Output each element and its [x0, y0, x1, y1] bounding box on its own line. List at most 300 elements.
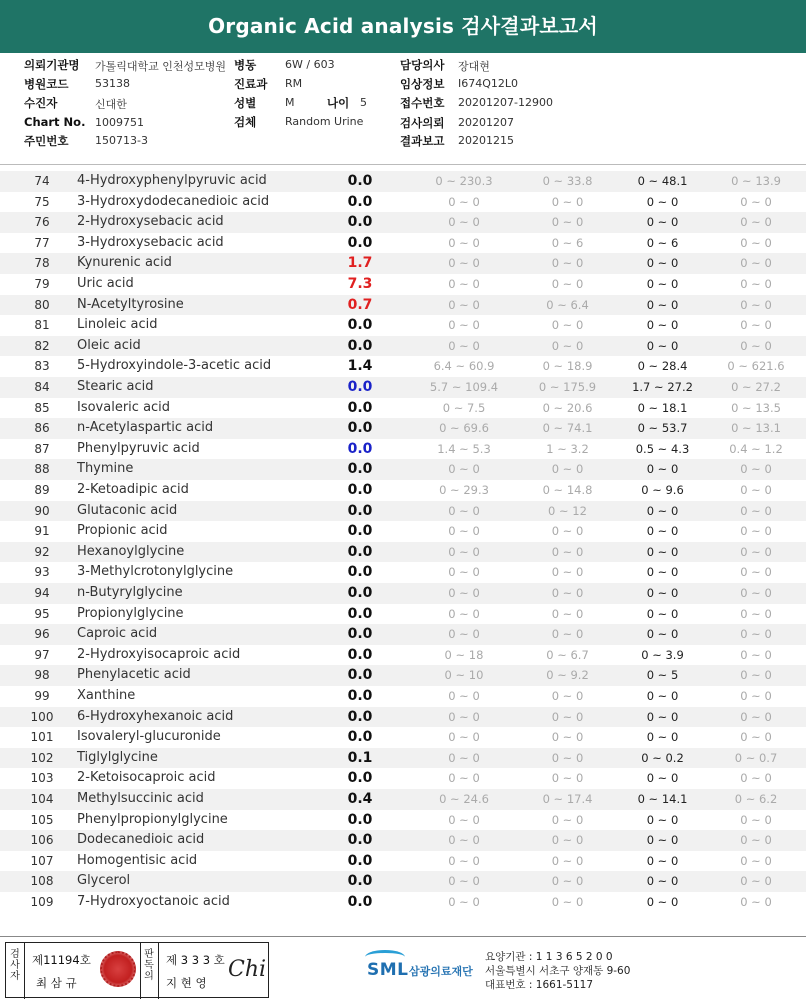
reference-range-4: 0 ~ 0 [740, 689, 772, 703]
reference-range-3: 0 ~ 3.9 [641, 647, 684, 662]
row-number: 108 [30, 874, 54, 889]
reference-range-4: 0 ~ 0 [740, 586, 772, 600]
sex-label: 성별 [234, 96, 257, 110]
reference-range-4: 0 ~ 13.5 [731, 400, 781, 415]
reference-range-3: 0 ~ 0 [646, 544, 679, 559]
result-value: 0.0 [347, 482, 373, 498]
table-row [0, 315, 806, 336]
reference-range-2: 0 ~ 0 [551, 194, 584, 209]
confirmer-label: 판독의 [144, 949, 154, 982]
reference-range-2: 0 ~ 0 [551, 689, 584, 703]
table-row [0, 356, 806, 377]
reference-range-4: 0 ~ 13.1 [731, 421, 781, 436]
result-value: 0.0 [347, 523, 373, 540]
analyte-name: Isovaleric acid [77, 399, 171, 415]
reference-range-2: 0 ~ 0 [551, 338, 584, 353]
row-number: 91 [34, 524, 50, 539]
reference-range-4: 0 ~ 0 [740, 524, 772, 539]
row-number: 103 [30, 771, 54, 786]
reference-range-4: 0 ~ 0 [740, 256, 772, 271]
analyte-name: Propionic acid [77, 523, 168, 539]
reference-range-4: 0 ~ 0 [740, 277, 772, 291]
report-title: Organic Acid analysis 검사결과보고서 [0, 0, 806, 53]
reference-range-3: 0 ~ 0 [646, 689, 679, 703]
result-value: 0.0 [347, 214, 373, 231]
result-value: 1.4 [347, 358, 373, 375]
patient-label: 수진자 [24, 96, 58, 110]
analyte-name: Isovaleryl-glucuronide [77, 729, 221, 745]
test-req-label: 검사의뢰 [400, 116, 445, 130]
report-value: 20201215 [458, 134, 514, 147]
result-value: 0.0 [347, 585, 373, 601]
reference-range-1: 0 ~ 0 [448, 565, 480, 580]
analyte-name: 3-Hydroxysebacic acid [77, 234, 224, 250]
test-req-value: 20201207 [458, 116, 514, 129]
specimen-label: 검체 [234, 115, 257, 129]
reference-range-3: 0 ~ 0 [646, 524, 679, 539]
reference-range-2: 0 ~ 6 [551, 235, 584, 250]
result-value: 0.0 [347, 688, 373, 704]
table-row [0, 295, 806, 316]
table-row [0, 274, 806, 295]
reference-range-1: 0 ~ 0 [448, 874, 480, 889]
reference-range-3: 0 ~ 0 [646, 730, 679, 745]
analyte-name: N-Acetyltyrosine [77, 296, 184, 312]
row-number: 99 [34, 689, 50, 703]
reference-range-4: 0 ~ 0 [740, 771, 772, 786]
row-number: 102 [30, 750, 54, 765]
table-row [0, 418, 806, 439]
reference-range-3: 0 ~ 0 [646, 194, 679, 209]
row-number: 88 [34, 462, 50, 477]
table-row [0, 542, 806, 563]
reference-range-4: 0 ~ 0 [740, 297, 772, 312]
reference-range-2: 0 ~ 0 [551, 586, 584, 600]
patient-info-section [0, 53, 806, 165]
row-number: 81 [34, 318, 50, 333]
reference-range-2: 0 ~ 17.4 [542, 792, 593, 806]
reference-range-2: 0 ~ 0 [551, 256, 584, 271]
result-value: 0.0 [347, 811, 373, 828]
analyte-name: Phenylpyruvic acid [77, 440, 200, 456]
row-number: 78 [34, 256, 50, 271]
table-row [0, 707, 806, 728]
reference-range-3: 0 ~ 0 [646, 318, 679, 333]
signature-mark: Chi [228, 957, 267, 982]
contact-info [485, 950, 630, 992]
reference-range-2: 0 ~ 0 [551, 833, 584, 848]
reference-range-1: 0 ~ 230.3 [435, 174, 493, 188]
dept-value: RM [285, 77, 303, 90]
row-number: 80 [34, 297, 50, 312]
reference-range-2: 0 ~ 6.4 [546, 297, 589, 312]
reference-range-3: 0 ~ 0 [646, 606, 679, 621]
result-value: 0.1 [347, 749, 373, 766]
reference-range-3: 0 ~ 0 [646, 565, 679, 580]
reference-range-1: 0 ~ 0 [448, 853, 480, 868]
reference-range-3: 0 ~ 0.2 [641, 750, 684, 765]
result-value: 0.0 [347, 420, 373, 437]
reference-range-4: 0 ~ 0 [740, 565, 772, 580]
analyte-name: Stearic acid [77, 379, 154, 394]
reference-range-3: 0 ~ 48.1 [637, 174, 688, 188]
reference-range-3: 0 ~ 9.6 [641, 483, 684, 497]
result-value: 0.4 [347, 791, 373, 807]
reference-range-4: 0 ~ 0 [740, 812, 772, 827]
result-value: 0.0 [347, 564, 373, 581]
reference-range-3: 0 ~ 0 [646, 256, 679, 271]
reference-range-3: 0 ~ 0 [646, 874, 679, 889]
reference-range-1: 6.4 ~ 60.9 [433, 359, 495, 374]
reference-range-2: 0 ~ 0 [551, 750, 584, 765]
table-row [0, 253, 806, 274]
table-row [0, 727, 806, 748]
reference-range-4: 0 ~ 0 [740, 874, 772, 889]
table-row [0, 459, 806, 480]
reference-range-1: 0 ~ 0 [448, 544, 480, 559]
reference-range-4: 0 ~ 27.2 [731, 380, 781, 394]
reference-range-2: 0 ~ 175.9 [538, 380, 597, 394]
reference-range-1: 0 ~ 0 [448, 586, 480, 600]
row-number: 107 [30, 853, 54, 868]
reference-range-2: 0 ~ 0 [551, 318, 584, 333]
reference-range-4: 0 ~ 0 [740, 483, 772, 497]
table-row [0, 871, 806, 892]
result-value: 0.0 [347, 379, 373, 395]
reference-range-1: 0 ~ 10 [444, 668, 484, 683]
result-value: 0.0 [347, 605, 373, 622]
hosp-code-label: 병원코드 [24, 77, 69, 91]
doctor-value: 장대현 [458, 60, 490, 73]
reference-range-4: 0 ~ 0 [740, 215, 772, 230]
sex-value: M [285, 96, 295, 109]
reference-range-2: 0 ~ 0 [551, 544, 584, 559]
reference-range-4: 0 ~ 13.9 [731, 174, 781, 188]
table-row [0, 501, 806, 522]
table-row [0, 562, 806, 583]
reference-range-3: 0 ~ 14.1 [637, 792, 688, 806]
reference-range-4: 0 ~ 0 [740, 833, 772, 848]
table-row [0, 892, 806, 913]
reference-range-2: 0 ~ 9.2 [546, 668, 589, 683]
table-row [0, 212, 806, 233]
table-row [0, 233, 806, 254]
row-number: 94 [34, 586, 50, 600]
resident-label: 주민번호 [24, 134, 69, 148]
reference-range-1: 0 ~ 0 [448, 812, 480, 827]
table-row [0, 398, 806, 419]
analyte-name: Propionylglycine [77, 605, 184, 621]
analyte-name: Thymine [77, 461, 134, 477]
reference-range-3: 0 ~ 0 [646, 627, 679, 642]
result-value: 0.0 [347, 440, 373, 457]
reference-range-1: 0 ~ 0 [448, 277, 480, 291]
reference-range-2: 0 ~ 0 [551, 627, 584, 642]
reference-range-2: 0 ~ 33.8 [542, 174, 593, 188]
reference-range-2: 0 ~ 0 [551, 874, 584, 889]
row-number: 75 [34, 194, 50, 209]
analyte-name: Hexanoylglycine [77, 543, 185, 559]
result-value: 7.3 [347, 276, 373, 292]
reference-range-3: 0 ~ 0 [646, 833, 679, 848]
analyte-name: 2-Hydroxysebacic acid [77, 214, 224, 230]
reference-range-2: 0 ~ 0 [551, 277, 584, 291]
table-row [0, 604, 806, 625]
reference-range-1: 5.7 ~ 109.4 [429, 380, 499, 394]
result-value: 0.0 [347, 461, 373, 478]
reference-range-4: 0 ~ 0 [740, 503, 772, 518]
table-row [0, 645, 806, 666]
table-row [0, 521, 806, 542]
analyte-name: Xanthine [77, 688, 136, 703]
reference-range-1: 0 ~ 7.5 [442, 400, 486, 415]
table-row [0, 192, 806, 213]
table-row [0, 624, 806, 645]
analyte-name: Caproic acid [77, 626, 158, 642]
reference-range-1: 0 ~ 0 [448, 462, 480, 477]
reference-range-1: 0 ~ 0 [448, 297, 480, 312]
result-value: 0.0 [347, 543, 373, 560]
reference-range-3: 0 ~ 0 [646, 812, 679, 827]
reference-range-2: 0 ~ 0 [551, 606, 584, 621]
reference-range-3: 0 ~ 0 [646, 586, 679, 600]
table-row [0, 336, 806, 357]
result-value: 0.0 [347, 626, 373, 643]
result-value: 0.0 [347, 667, 373, 684]
analyte-name: Methylsuccinic acid [77, 791, 204, 806]
reference-range-1: 0 ~ 0 [448, 256, 480, 271]
reference-range-1: 0 ~ 0 [448, 771, 480, 786]
reference-range-4: 0 ~ 0 [740, 647, 772, 662]
footer-divider [0, 936, 806, 937]
reference-range-3: 0 ~ 0 [646, 503, 679, 518]
contact-line-3: 대표번호 : 1661-5117 [485, 979, 594, 991]
examiner-seal-icon [100, 951, 136, 987]
row-number: 74 [34, 174, 50, 188]
reference-range-2: 0 ~ 0 [551, 853, 584, 868]
age-label: 나이 [327, 96, 350, 110]
reference-range-2: 0 ~ 0 [551, 709, 584, 724]
reference-range-4: 0 ~ 0 [740, 194, 772, 209]
reference-range-3: 0 ~ 0 [646, 277, 679, 291]
reference-range-1: 0 ~ 24.6 [439, 792, 489, 806]
reference-range-2: 0 ~ 0 [551, 215, 584, 230]
table-row [0, 583, 806, 604]
reference-range-4: 0 ~ 0 [740, 730, 772, 745]
row-number: 98 [34, 668, 50, 683]
analyte-name: Kynurenic acid [77, 255, 172, 271]
signature-box [5, 942, 269, 998]
table-row [0, 851, 806, 872]
hosp-code-value: 53138 [95, 77, 130, 90]
result-value: 0.0 [347, 852, 373, 869]
reference-range-2: 0 ~ 0 [551, 524, 584, 539]
result-value: 0.0 [347, 317, 373, 334]
table-row [0, 830, 806, 851]
table-row [0, 439, 806, 460]
reference-range-4: 0 ~ 6.2 [734, 792, 778, 806]
analyte-name: 2-Ketoadipic acid [77, 482, 189, 497]
reference-range-2: 0 ~ 0 [551, 895, 584, 909]
analyte-name: Oleic acid [77, 337, 141, 353]
reference-range-2: 0 ~ 0 [551, 462, 584, 477]
analyte-name: Glutaconic acid [77, 502, 178, 518]
row-number: 85 [34, 400, 50, 415]
analyte-name: 4-Hydroxyphenylpyruvic acid [77, 173, 267, 188]
reference-range-4: 0 ~ 0 [740, 709, 772, 724]
examiner-number: 제11194호 [32, 953, 91, 967]
reference-range-1: 0 ~ 0 [448, 606, 480, 621]
reference-range-3: 1.7 ~ 27.2 [632, 380, 693, 394]
reference-range-1: 0 ~ 0 [448, 895, 480, 909]
table-row [0, 748, 806, 769]
patient-value: 신대한 [95, 98, 127, 111]
reference-range-3: 0 ~ 5 [646, 668, 679, 683]
table-row [0, 768, 806, 789]
contact-line-2: 서울특별시 서초구 양재동 9-60 [485, 965, 631, 977]
reference-range-4: 0 ~ 0.7 [734, 750, 778, 765]
receipt-value: 20201207-12900 [458, 96, 553, 109]
ward-label: 병동 [234, 58, 257, 72]
analyte-name: 3-Methylcrotonylglycine [77, 564, 234, 580]
reference-range-3: 0 ~ 18.1 [637, 400, 688, 415]
analyte-name: n-Butyrylglycine [77, 585, 183, 600]
reference-range-2: 0 ~ 0 [551, 730, 584, 745]
row-number: 96 [34, 627, 50, 642]
reference-range-1: 0 ~ 0 [448, 503, 480, 518]
row-number: 89 [34, 483, 50, 497]
reference-range-4: 0 ~ 0 [740, 338, 772, 353]
confirmer-name: 지 현 영 [166, 976, 207, 990]
row-number: 105 [30, 812, 54, 827]
reference-range-3: 0 ~ 28.4 [637, 359, 688, 374]
analyte-name: Uric acid [77, 276, 134, 291]
analyte-name: 2-Hydroxyisocaproic acid [77, 646, 241, 662]
result-value: 0.0 [347, 399, 373, 416]
reference-range-3: 0 ~ 0 [646, 338, 679, 353]
analyte-name: n-Acetylaspartic acid [77, 420, 214, 436]
analyte-name: 6-Hydroxyhexanoic acid [77, 708, 234, 724]
reference-range-1: 0 ~ 0 [448, 750, 480, 765]
result-value: 0.0 [347, 894, 373, 910]
row-number: 76 [34, 215, 50, 230]
analyte-name: Homogentisic acid [77, 852, 198, 868]
reference-range-2: 0 ~ 0 [551, 771, 584, 786]
result-value: 0.0 [347, 708, 373, 725]
analyte-name: 3-Hydroxydodecanedioic acid [77, 193, 270, 209]
reference-range-4: 0 ~ 0 [740, 235, 772, 250]
resident-value: 150713-3 [95, 134, 148, 147]
reference-range-1: 0 ~ 0 [448, 627, 480, 642]
analyte-name: 5-Hydroxyindole-3-acetic acid [77, 358, 272, 374]
result-value: 0.0 [347, 770, 373, 787]
reference-range-3: 0 ~ 0 [646, 895, 679, 909]
reference-range-1: 0 ~ 0 [448, 709, 480, 724]
reference-range-2: 0 ~ 74.1 [542, 421, 593, 436]
analyte-name: Linoleic acid [77, 317, 158, 333]
row-number: 106 [30, 833, 54, 848]
row-number: 87 [34, 441, 50, 456]
row-number: 86 [34, 421, 50, 436]
reference-range-1: 0 ~ 0 [448, 833, 480, 848]
table-row [0, 377, 806, 398]
row-number: 82 [34, 338, 50, 353]
reference-range-2: 0 ~ 14.8 [542, 483, 593, 497]
dept-label: 진료과 [234, 77, 268, 91]
reference-range-2: 0 ~ 0 [551, 565, 584, 580]
row-number: 104 [30, 792, 54, 806]
reference-range-2: 0 ~ 12 [548, 503, 587, 518]
reference-range-3: 0 ~ 6 [646, 235, 679, 250]
reference-range-4: 0 ~ 0 [740, 462, 772, 477]
logo-mark: SML [367, 960, 409, 980]
reference-range-2: 0 ~ 20.6 [542, 400, 593, 415]
result-value: 0.0 [347, 832, 373, 849]
reference-range-4: 0 ~ 0 [740, 544, 772, 559]
analyte-name: Phenylacetic acid [77, 667, 191, 683]
receipt-label: 접수번호 [400, 96, 445, 110]
reference-range-1: 0 ~ 18 [444, 647, 484, 662]
result-value: 0.0 [347, 337, 373, 354]
row-number: 97 [34, 647, 50, 662]
reference-range-1: 0 ~ 0 [448, 318, 480, 333]
confirmer-number: 제 3 3 3 호 [166, 953, 225, 967]
row-number: 77 [34, 235, 50, 250]
analyte-name: Tiglylglycine [77, 749, 158, 765]
result-value: 0.0 [347, 234, 373, 251]
reference-range-2: 0 ~ 18.9 [542, 359, 593, 374]
row-number: 90 [34, 503, 50, 518]
analyte-name: 7-Hydroxyoctanoic acid [77, 894, 230, 909]
reference-range-4: 0 ~ 0 [740, 606, 772, 621]
table-row [0, 686, 806, 707]
reference-range-4: 0 ~ 0 [740, 668, 772, 683]
row-number: 83 [34, 359, 50, 374]
row-number: 84 [34, 380, 50, 394]
result-value: 0.0 [347, 873, 373, 890]
row-number: 93 [34, 565, 50, 580]
reference-range-1: 0 ~ 0 [448, 524, 480, 539]
clinical-value: I674Q12L0 [458, 77, 519, 90]
row-number: 79 [34, 277, 50, 291]
reference-range-1: 0 ~ 0 [448, 338, 480, 353]
table-row [0, 810, 806, 831]
specimen-value: Random Urine [285, 115, 364, 128]
reference-range-4: 0 ~ 621.6 [727, 359, 785, 374]
reference-range-1: 0 ~ 0 [448, 194, 480, 209]
contact-line-1: 요양기관 : 1 1 3 6 5 2 0 0 [485, 951, 613, 963]
reference-range-4: 0 ~ 0 [740, 853, 772, 868]
reference-range-3: 0 ~ 0 [646, 462, 679, 477]
logo-name: 삼광의료재단 [409, 965, 473, 978]
reference-range-1: 0 ~ 0 [448, 730, 480, 745]
row-number: 101 [30, 730, 54, 745]
reference-range-4: 0.4 ~ 1.2 [729, 441, 783, 456]
analyte-name: Glycerol [77, 873, 131, 889]
reference-range-3: 0 ~ 0 [646, 853, 679, 868]
reference-range-3: 0 ~ 0 [646, 709, 679, 724]
result-value: 0.7 [347, 296, 373, 313]
table-row [0, 789, 806, 810]
row-number: 95 [34, 606, 50, 621]
reference-range-1: 0 ~ 69.6 [439, 421, 489, 436]
reference-range-3: 0 ~ 0 [646, 771, 679, 786]
analyte-name: Phenylpropionylglycine [77, 811, 228, 827]
reference-range-2: 0 ~ 6.7 [546, 647, 589, 662]
examiner-label: 검사자 [10, 949, 20, 982]
result-value: 0.0 [347, 173, 373, 189]
analyte-name: Dodecanedioic acid [77, 832, 205, 848]
